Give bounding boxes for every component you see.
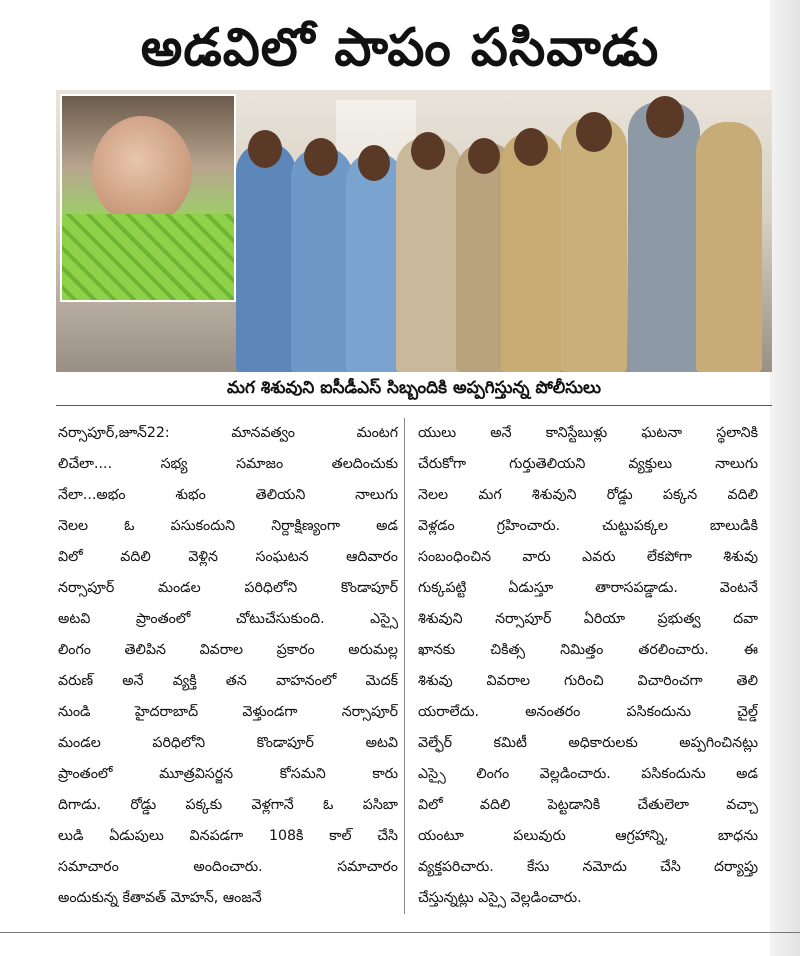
baby-inset-photo <box>60 94 236 302</box>
article-text-line: అందుకున్న కేతావత్ మోహన్, ఆంజనే <box>58 890 262 906</box>
photo-person <box>696 122 762 372</box>
article-text-line: సంబంధించిన వారు ఎవరు లేకపోగా శిశువు <box>418 549 758 565</box>
photo-person-head <box>411 132 445 170</box>
photo-person-head <box>646 96 684 138</box>
article-text-line: విలో వదిలి పెట్టడానికి చేతులెలా వచ్చా <box>418 797 758 813</box>
article-text-line: వెల్ఫేర్ కమిటీ అధికారులకు అప్పగించినట్లు <box>418 735 758 751</box>
baby-face <box>92 116 192 226</box>
baby-shirt <box>62 214 236 302</box>
article-text-line: నెలల మగ శిశువుని రోడ్డు పక్కన వదిలి <box>418 487 758 503</box>
article-text-line: దిగాడు. రోడ్డు పక్కకు వెళ్లగానే ఓ పసిబా <box>58 797 398 813</box>
article-text-line: వరుణ్ అనే వ్యక్తి తన వాహనంలో మెదక్ <box>58 673 398 689</box>
photo-person <box>396 137 462 372</box>
article-text-line: చేస్తున్నట్లు ఎస్సై వెల్లడించారు. <box>418 890 582 906</box>
photo-person <box>561 117 627 372</box>
article-text-line: వెళ్లడం గ్రహించారు. చుట్టుపక్కల బాలుడికి <box>418 518 758 534</box>
photo-person-head <box>468 138 500 174</box>
photo-person-head <box>358 145 390 181</box>
article-text-line: నేలా...అభం శుభం తెలియని నాలుగు <box>58 487 398 503</box>
photo-person <box>501 132 563 372</box>
column-divider <box>404 418 405 914</box>
article-text-line: అటవి ప్రాంతంలో చోటుచేసుకుంది. ఎస్సై <box>58 611 398 627</box>
article-text-line: సమాచారం అందించారు. సమాచారం <box>58 859 398 875</box>
article-text-line: విలో వదిలి వెళ్లిన సంఘటన ఆదివారం <box>58 549 398 565</box>
article-text-line: ఎస్సై లింగం వెల్లడించారు. పసికందును అడ <box>418 766 758 782</box>
headline: అడవిలో పాపం పసివాడు <box>140 18 660 78</box>
page-edge <box>770 0 800 956</box>
article-text-line: నర్సాపూర్,జూన్22: మానవత్వం మంటగ <box>58 425 398 441</box>
article-text-line: ఖానకు చికిత్స నిమిత్తం తరలించారు. ఈ <box>418 642 758 658</box>
photo-person <box>628 102 700 372</box>
article-text-line: యులు అనే కానిస్టేబుళ్లు ఘటనా స్థలానికి <box>418 425 758 441</box>
photo-person-head <box>576 112 612 152</box>
article-column-right <box>418 418 758 914</box>
article-text-line: ప్రాంతంలో మూత్రవిసర్జన కోసమని కారు <box>58 766 398 782</box>
photo-person-head <box>248 130 282 168</box>
photo-person-head <box>514 128 548 166</box>
article-text-line: నుండి హైదరాబాద్ వెళ్తుండగా నర్సాపూర్ <box>58 704 398 720</box>
article-text-line: శిశువుని నర్సాపూర్ ఏరియా ప్రభుత్వ దవా <box>418 611 758 627</box>
article-text-line: చేరుకోగా గుర్తుతెలియని వ్యక్తులు నాలుగు <box>418 456 758 472</box>
article-text-line: యరాలేదు. అనంతరం పసికందును చైల్డ్ <box>418 704 758 720</box>
photo-caption: మగ శిశువుని ఐసీడీఎస్ సిబ్బందికి అప్పగిస్తున్న పోలీసులు <box>227 378 601 398</box>
photo-person <box>291 147 353 372</box>
article-text-line: లుడి ఏడుపులు వినపడగా 108కి కాల్ చేసి <box>58 828 398 844</box>
caption-divider <box>56 405 772 406</box>
article-text-line: వ్యక్తపరిచారు. కేసు నమోదు చేసి దర్యాప్తు <box>418 859 758 875</box>
photo-person <box>236 142 296 372</box>
article-text-line: మండల పరిధిలోని కొండాపూర్ అటవి <box>58 735 398 751</box>
photo-person-head <box>304 138 338 176</box>
bottom-divider <box>0 932 800 933</box>
article-column-left <box>58 418 398 914</box>
article-text-line: లింగం తెలిపిన వివరాల ప్రకారం అరుమల్ల <box>58 642 398 658</box>
article-text-line: నర్సాపూర్ మండల పరిధిలోని కొండాపూర్ <box>58 580 398 596</box>
article-text-line: యంటూ పలువురు ఆగ్రహాన్ని, బాధను <box>418 828 758 844</box>
article-text-line: శిశువు వివరాల గురించి విచారించగా తెలి <box>418 673 758 689</box>
article-text-line: లిచేలా.... సభ్య సమాజం తలదించుకు <box>58 456 398 472</box>
article-text-line: నెలల ఓ పసుకందుని నిర్దాక్షిణ్యంగా అడ <box>58 518 398 534</box>
article-text-line: గుక్కపట్టి ఏడుస్తూ తారాసపడ్డాడు. వెంటనే <box>418 580 758 596</box>
